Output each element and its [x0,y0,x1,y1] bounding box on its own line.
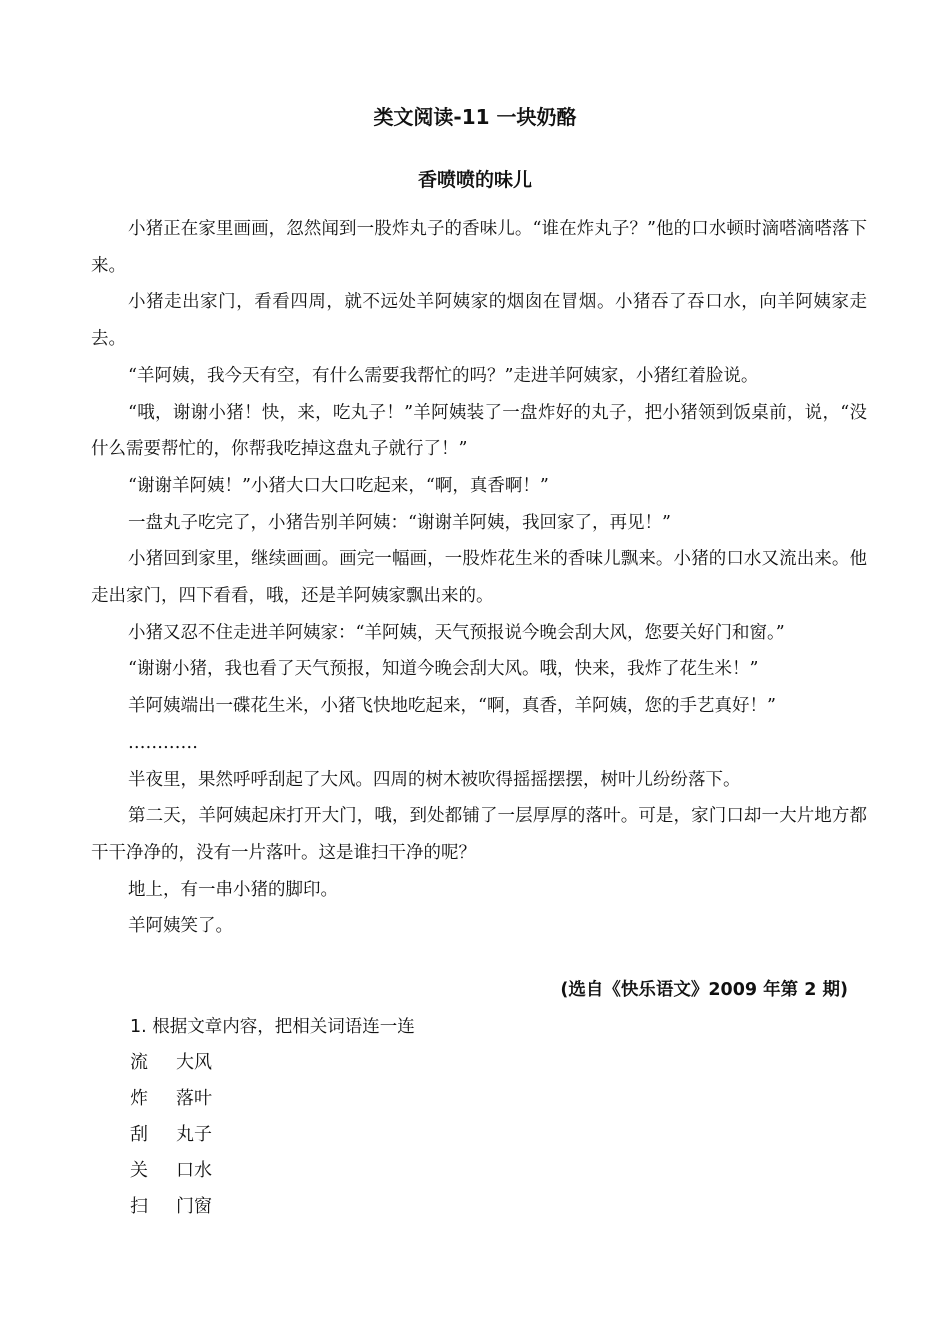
matching-right-word: 门窗 [176,1196,212,1217]
matching-row [130,1156,212,1192]
matching-row [130,1120,212,1156]
paragraph: “哦，谢谢小猪！快，来，吃丸子！”羊阿姨装了一盘炸好的丸子，把小猪领到饭桌前，说，“没什么需要帮忙的，你帮我吃掉这盘丸子就行了！” [91,402,867,460]
matching-list [130,1048,212,1228]
matching-left-word: 关 [130,1160,148,1181]
document-title: 类文阅读-11 一块奶酪 [373,105,577,129]
paragraph: 羊阿姨笑了。 [128,916,233,937]
paragraph: 一盘丸子吃完了，小猪告别羊阿姨：“谢谢羊阿姨，我回家了，再见！” [128,512,671,533]
story-body [91,211,867,945]
story-title: 香喷喷的味儿 [417,169,532,191]
question-prompt: 1. 根据文章内容，把相关词语连一连 [130,1017,415,1037]
matching-left-word: 炸 [130,1088,148,1109]
paragraph: “谢谢羊阿姨！”小猪大口大口吃起来，“啊，真香啊！” [128,475,549,496]
source-citation: (选自《快乐语文》2009 年第 2 期) [560,980,848,1000]
paragraph: ………… [128,732,198,753]
paragraph: 第二天，羊阿姨起床打开大门，哦，到处都铺了一层厚厚的落叶。可是，家门口却一大片地方都干干净净的，没有一片落叶。这是谁扫干净的呢？ [91,806,867,863]
paragraph: 半夜里，果然呼呼刮起了大风。四周的树木被吹得摇摇摆摆，树叶儿纷纷落下。 [128,769,741,790]
paragraph: “羊阿姨，我今天有空，有什么需要我帮忙的吗？”走进羊阿姨家，小猪红着脸说。 [128,365,759,386]
paragraph: “谢谢小猪，我也看了天气预报，知道今晚会刮大风。哦，快来，我炸了花生米！” [128,659,759,680]
matching-row [130,1084,212,1120]
matching-right-word: 落叶 [176,1088,212,1109]
paragraph: 地上，有一串小猪的脚印。 [128,879,338,900]
paragraph: 小猪又忍不住走进羊阿姨家：“羊阿姨，天气预报说今晚会刮大风，您要关好门和窗。” [128,622,785,643]
matching-left-word: 流 [130,1052,148,1073]
paragraph: 小猪正在家里画画，忽然闻到一股炸丸子的香味儿。“谁在炸丸子？”他的口水顿时滴嗒滴嗒落下来。 [91,219,867,276]
paragraph: 小猪回到家里，继续画画。画完一幅画，一股炸花生米的香味儿飘来。小猪的口水又流出来。他走出家门，四下看看，哦，还是羊阿姨家飘出来的。 [91,549,867,607]
matching-row [130,1192,212,1228]
matching-right-word: 口水 [176,1160,212,1181]
paragraph: 羊阿姨端出一碟花生米，小猪飞快地吃起来，“啊，真香，羊阿姨，您的手艺真好！” [128,696,776,717]
matching-right-word: 大风 [176,1052,212,1073]
matching-row [130,1048,212,1084]
matching-left-word: 扫 [130,1196,148,1217]
matching-right-word: 丸子 [176,1124,212,1145]
paragraph: 小猪走出家门，看看四周，就不远处羊阿姨家的烟囱在冒烟。小猪吞了吞口水，向羊阿姨家走去。 [91,292,867,350]
matching-left-word: 刮 [130,1124,148,1145]
